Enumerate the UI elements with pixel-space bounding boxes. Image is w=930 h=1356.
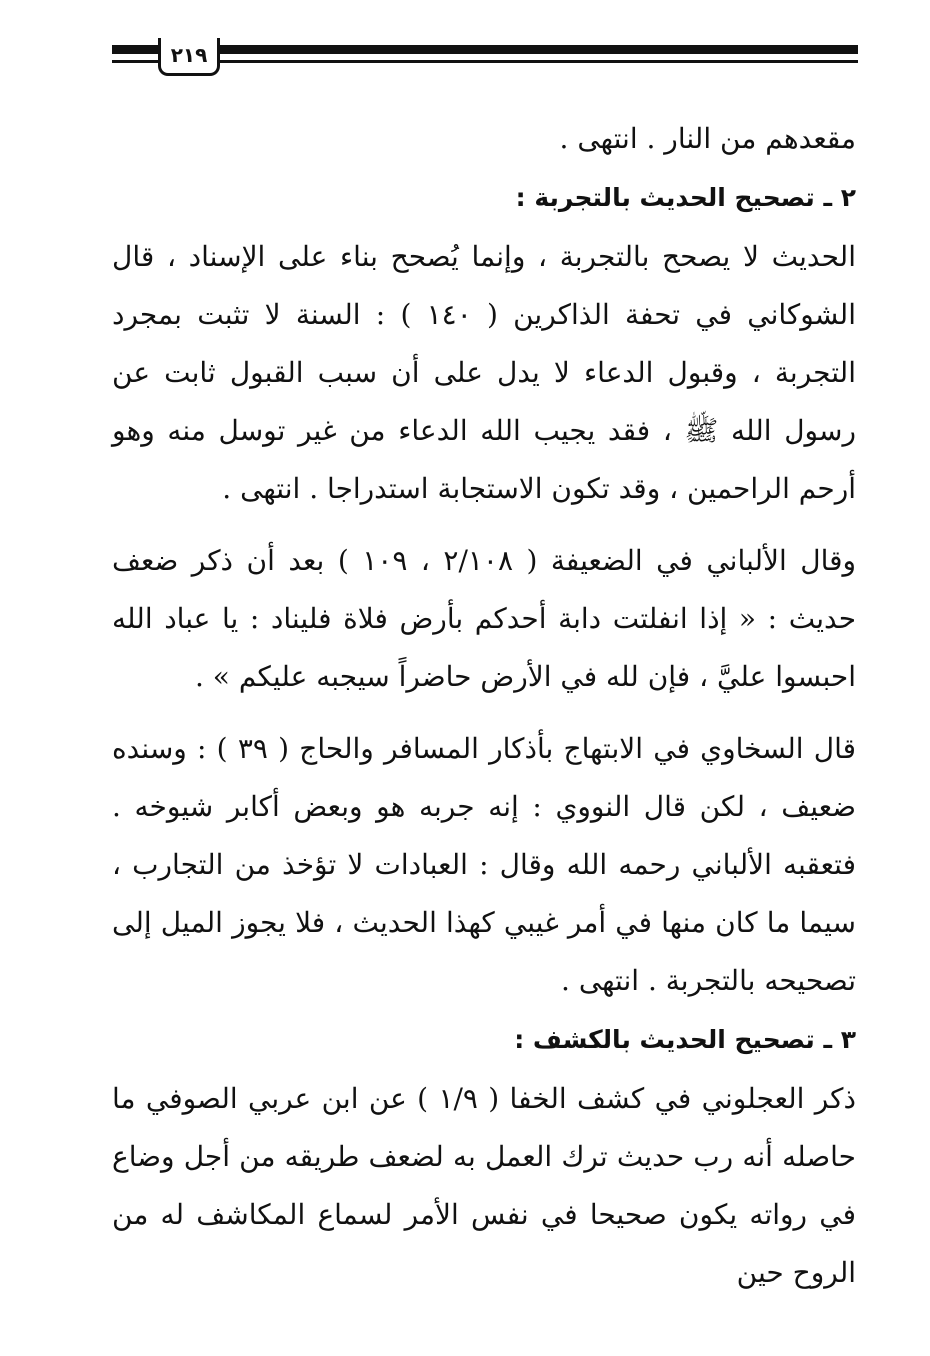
section-heading-3: ٣ ـ تصحيح الحديث بالكشف : [514, 1025, 856, 1054]
paragraph-shawkani: الحديث لا يصحح بالتجربة ، وإنما يُصحح بناء على الإسناد ، قال الشوكاني في تحفة الذاكرين ( ١٤٠ ) : السنة لا تثبت بمجرد التجربة ، وقبول الدعاء لا يدل على أن سبب القبول ثابت عن رسول الله ﷺ ، فقد يجيب الله الدعاء من غير توسل منه وهو أرحم الراحمين ، وقد تكون الاستجابة استدراجا . انتهى . [112, 240, 856, 505]
page-number: ٢١٩ [158, 38, 220, 76]
paragraph-sakhawi: قال السخاوي في الابتهاج بأذكار المسافر والحاج ( ٣٩ ) : وسنده ضعيف ، لكن قال النووي : إنه جربه هو وبعض أكابر شيوخه . فتعقبه الألباني رحمه الله وقال : العبادات لا تؤخذ من التجارب ، سيما ما كان منها في أمر غيبي كهذا الحديث ، فلا يجوز الميل إلى تصحيحه بالتجربة . انتهى . [112, 732, 856, 997]
paragraph-albani-daeefa: وقال الألباني في الضعيفة ( ٢/١٠٨ ، ١٠٩ ) بعد أن ذكر ضعف حديث : « إذا انفلتت دابة أحدكم بأرض فلاة فليناد : يا عباد الله احبسوا عليَّ ، فإن لله في الأرض حاضراً سيجبه عليكم » . [112, 544, 857, 693]
paragraph-ajluni: ذكر العجلوني في كشف الخفا ( ١/٩ ) عن ابن عربي الصوفي ما حاصله أنه رب حديث ترك العمل به لضعف طريقه من أجل وضاع في رواته يكون صحيحا في نفس الأمر لسماع المكاشف له من الروح حين [112, 1082, 856, 1289]
page-header [112, 38, 858, 82]
header-rule-thin [112, 60, 858, 63]
header-rule-thick [112, 45, 858, 54]
page-body [112, 110, 856, 1302]
paragraph-continuation: مقعدهم من النار . انتهى . [559, 122, 856, 155]
section-heading-2: ٢ ـ تصحيح الحديث بالتجربة : [515, 183, 856, 212]
